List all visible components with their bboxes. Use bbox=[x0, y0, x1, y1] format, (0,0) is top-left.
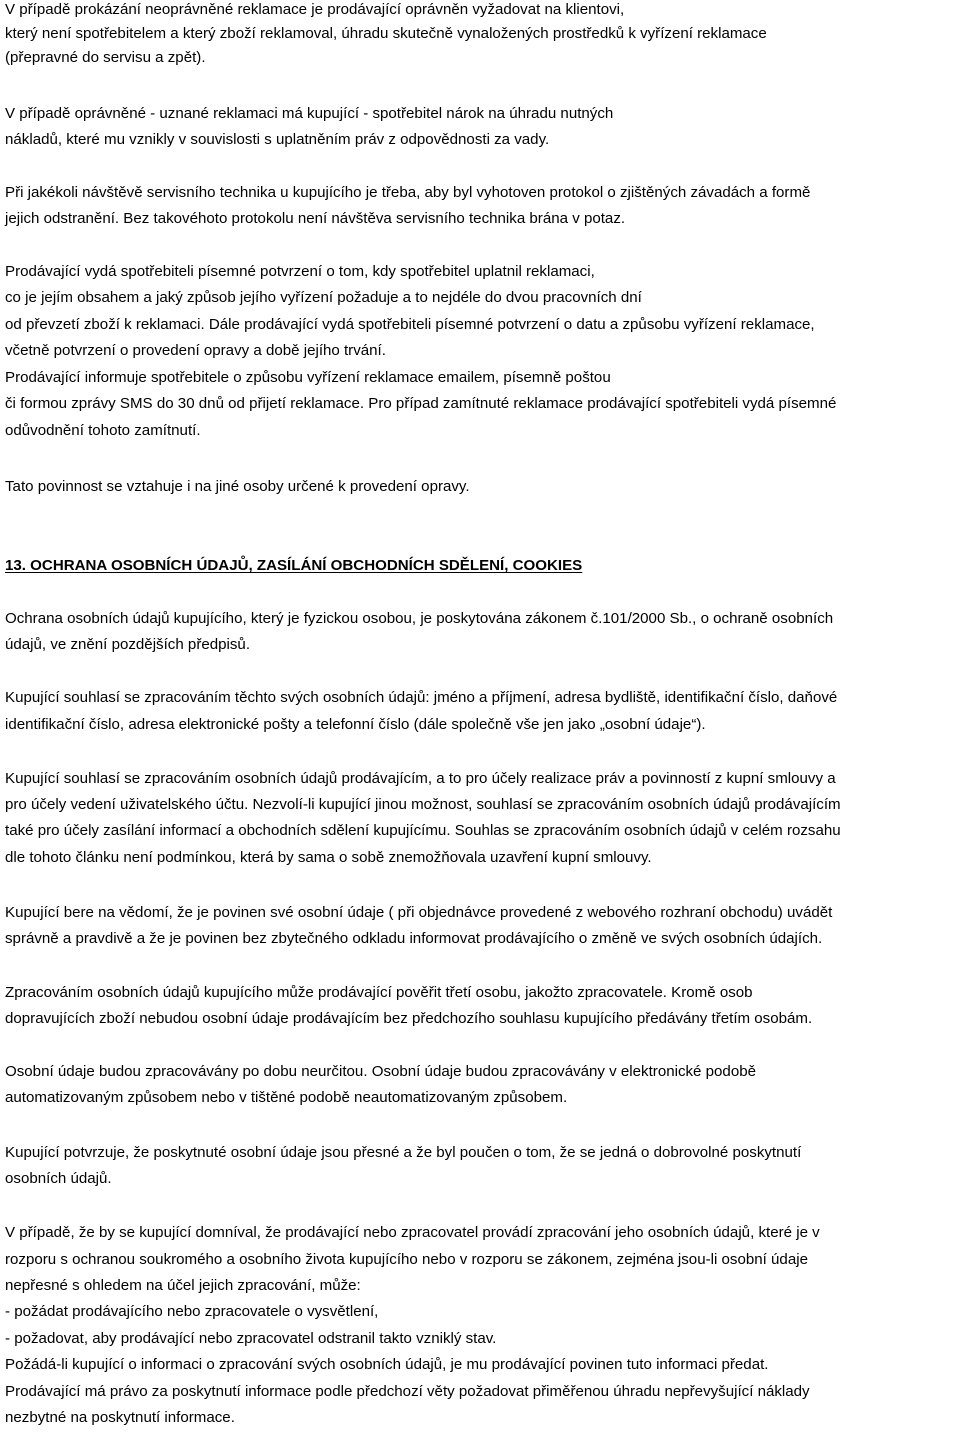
text-line: automatizovaným způsobem nebo v tištěné podobě neautomatizovaným způsobem. bbox=[5, 1089, 568, 1106]
text-line: Zpracováním osobních údajů kupujícího může prodávající pověřit třetí osobu, jakožto zpracovatele. Kromě osob bbox=[5, 984, 753, 1001]
text-line: Ochrana osobních údajů kupujícího, který je fyzickou osobou, je poskytována zákonem č.101/2000 Sb., o ochraně osobních bbox=[5, 610, 834, 627]
text-line: od převzetí zboží k reklamaci. Dále prodávající vydá spotřebiteli písemné potvrzení o datu a způsobu vyřízení reklamace, bbox=[5, 316, 815, 333]
section-heading: 13. OCHRANA OSOBNÍCH ÚDAJŮ, ZASÍLÁNÍ OBCHODNÍCH SDĚLENÍ, COOKIES bbox=[5, 557, 583, 574]
text-line: V případě oprávněné - uznané reklamaci má kupující - spotřebitel nárok na úhradu nutných bbox=[5, 105, 614, 122]
text-line: V případě prokázání neoprávněné reklamace je prodávající oprávněn vyžadovat na klientovi, bbox=[5, 1, 625, 18]
text-line: co je jejím obsahem a jaký způsob jejího vyřízení požaduje a to nejdéle do dvou pracovních dní bbox=[5, 289, 642, 306]
text-line: také pro účely zasílání informací a obchodních sdělení kupujícímu. Souhlas se zpracováním osobních údajů v celém rozsahu bbox=[5, 822, 841, 839]
text-line: který není spotřebitelem a který zboží reklamoval, úhradu skutečně vynaložených prostředků k vyřízení reklamace bbox=[5, 25, 767, 42]
text-line: Kupující bere na vědomí, že je povinen své osobní údaje ( při objednávce provedené z webového rozhraní obchodu) uvádět bbox=[5, 904, 833, 921]
text-line: nepřesné s ohledem na účel jejich zpracování, může: bbox=[5, 1277, 361, 1294]
text-line: Kupující souhlasí se zpracováním těchto svých osobních údajů: jméno a příjmení, adresa bydliště, identifikační číslo, daňové bbox=[5, 689, 838, 706]
text-line: Tato povinnost se vztahuje i na jiné osoby určené k provedení opravy. bbox=[5, 478, 470, 495]
text-line: Požádá-li kupující o informaci o zpracování svých osobních údajů, je mu prodávající povinen tuto informaci předat. bbox=[5, 1356, 769, 1373]
text-line: pro účely vedení uživatelského účtu. Nezvolí-li kupující jinou možnost, souhlasí se zpracováním osobních údajů prodávajícím bbox=[5, 796, 841, 813]
text-line: včetně potvrzení o provedení opravy a době jejího trvání. bbox=[5, 342, 386, 359]
text-line: rozporu s ochranou soukromého a osobního života kupujícího nebo v rozporu se zákonem, zejména jsou-li osobní údaje bbox=[5, 1251, 808, 1268]
text-line: dle tohoto článku není podmínkou, která by sama o sobě znemožňovala uzavření kupní smlouvy. bbox=[5, 849, 652, 866]
text-line: identifikační číslo, adresa elektronické pošty a telefonní číslo (dále společně vše jen jako „osobní údaje“). bbox=[5, 716, 706, 733]
text-line: nezbytné na poskytnutí informace. bbox=[5, 1409, 235, 1426]
text-line: Při jakékoli návštěvě servisního technika u kupujícího je třeba, aby byl vyhotoven protokol o zjištěných závadách a formě bbox=[5, 184, 811, 201]
text-line: osobních údajů. bbox=[5, 1170, 112, 1187]
text-line: či formou zprávy SMS do 30 dnů od přijetí reklamace. Pro případ zamítnuté reklamace prodávající spotřebiteli vydá písemné bbox=[5, 395, 837, 412]
list-item: - požádat prodávajícího nebo zpracovatele o vysvětlení, bbox=[5, 1303, 379, 1320]
text-line: Kupující potvrzuje, že poskytnuté osobní údaje jsou přesné a že byl poučen o tom, že se jedná o dobrovolné poskytnutí bbox=[5, 1144, 802, 1161]
text-line: V případě, že by se kupující domníval, že prodávající nebo zpracovatel provádí zpracování jeho osobních údajů, které je v bbox=[5, 1224, 820, 1241]
list-item: - požadovat, aby prodávající nebo zpracovatel odstranil takto vzniklý stav. bbox=[5, 1330, 497, 1347]
text-line: nákladů, které mu vznikly v souvislosti s uplatněním práv z odpovědnosti za vady. bbox=[5, 131, 550, 148]
text-line: dopravujících zboží nebudou osobní údaje prodávajícím bez předchozího souhlasu kupujícího předávány třetím osobám. bbox=[5, 1010, 813, 1027]
text-line: odůvodnění tohoto zamítnutí. bbox=[5, 422, 201, 439]
text-line: (přepravné do servisu a zpět). bbox=[5, 49, 206, 66]
text-line: jejich odstranění. Bez takovéhoto protokolu není návštěva servisního technika brána v potaz. bbox=[5, 210, 626, 227]
text-line: údajů, ve znění pozdějších předpisů. bbox=[5, 636, 251, 653]
text-line: Prodávající vydá spotřebiteli písemné potvrzení o tom, kdy spotřebitel uplatnil reklamaci, bbox=[5, 263, 595, 280]
text-line: Kupující souhlasí se zpracováním osobních údajů prodávajícím, a to pro účely realizace práv a povinností z kupní smlouvy a bbox=[5, 770, 836, 787]
text-line: správně a pravdivě a že je povinen bez zbytečného odkladu informovat prodávajícího o změně ve svých osobních údajích. bbox=[5, 930, 823, 947]
text-line: Prodávající informuje spotřebitele o způsobu vyřízení reklamace emailem, písemně poštou bbox=[5, 369, 611, 386]
text-line: Prodávající má právo za poskytnutí informace podle předchozí věty požadovat přiměřenou úhradu nepřevyšující náklady bbox=[5, 1383, 810, 1400]
text-line: Osobní údaje budou zpracovávány po dobu neurčitou. Osobní údaje budou zpracovávány v elektronické podobě bbox=[5, 1063, 757, 1080]
